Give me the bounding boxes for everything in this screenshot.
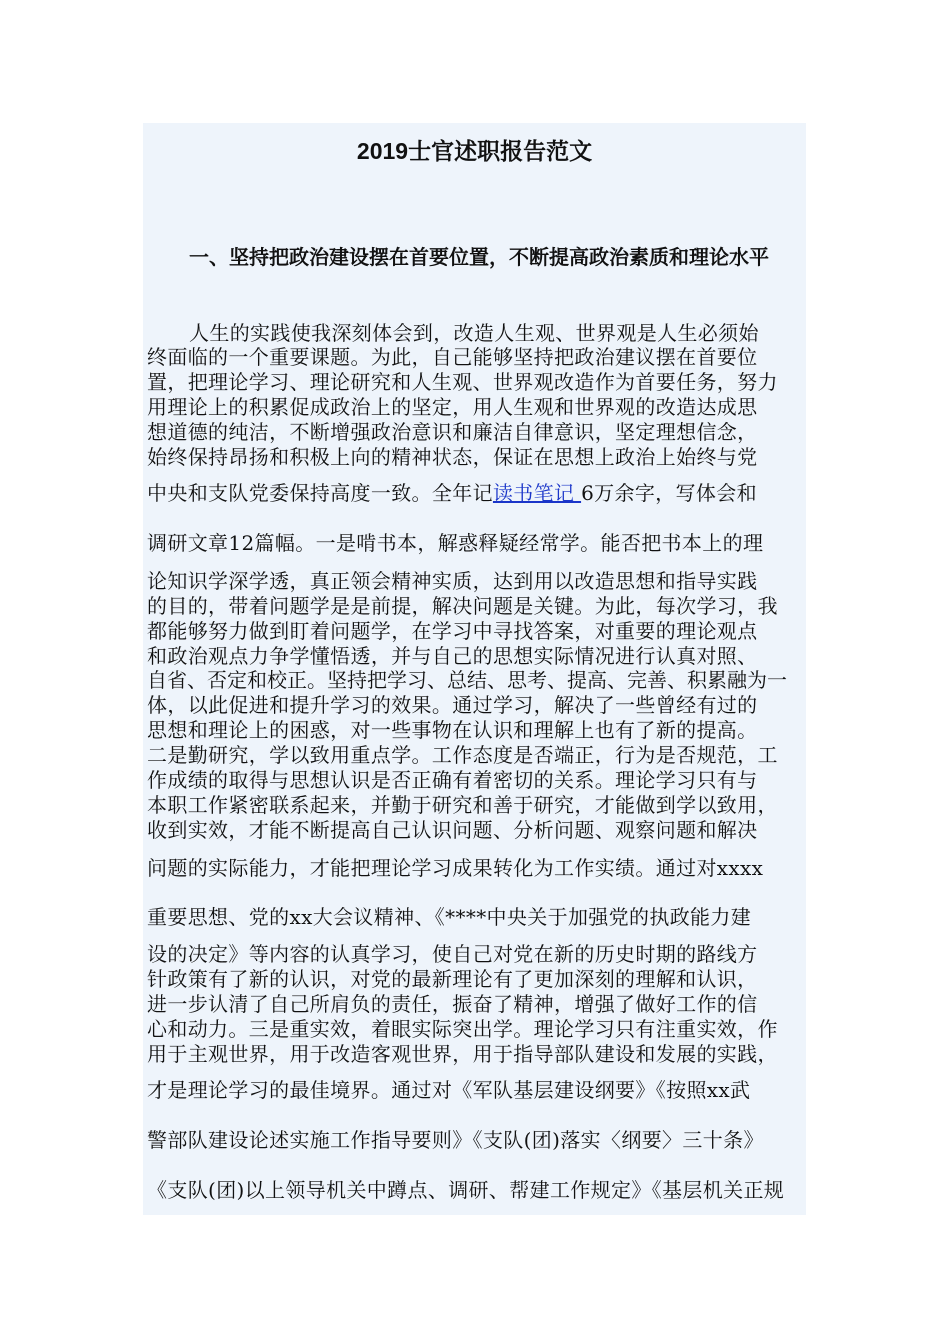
body-line: 体，以此促进和提升学习的效果。通过学习，解决了一些曾经有过的 bbox=[147, 693, 758, 717]
section-heading: 一、坚持把政治建设摆在首要位置，不断提高政治素质和理论水平 bbox=[189, 245, 769, 269]
body-text: 中央和支队党委保持高度一致。全年记 bbox=[147, 481, 493, 505]
body-line: 思想和理论上的困惑，对一些事物在认识和理解上也有了新的提高。 bbox=[147, 718, 758, 742]
body-line: 二是勤研究，学以致用重点学。工作态度是否端正，行为是否规范，工 bbox=[147, 743, 778, 767]
body-line: 问题的实际能力，才能把理论学习成果转化为工作实绩。通过对xxxx bbox=[147, 856, 764, 880]
body-line: 设的决定》等内容的认真学习，使自己对党在新的历史时期的路线方 bbox=[147, 942, 758, 966]
body-line: 才是理论学习的最佳境界。通过对《军队基层建设纲要》《按照xx武 bbox=[147, 1078, 751, 1102]
body-line: 针政策有了新的认识，对党的最新理论有了更加深刻的理解和认识， bbox=[147, 967, 758, 991]
body-line: 的目的，带着问题学是是前提，解决问题是关键。为此，每次学习，我 bbox=[147, 594, 778, 618]
reading-notes-link[interactable]: 读书笔记 bbox=[492, 481, 582, 505]
body-line: 人生的实践使我深刻体会到，改造人生观、世界观是人生必须始 bbox=[189, 321, 759, 345]
document-title: 2019士官述职报告范文 bbox=[356, 138, 593, 164]
body-line: 作成绩的取得与思想认识是否正确有着密切的关系。理论学习只有与 bbox=[147, 768, 758, 792]
body-line: 用理论上的积累促成政治上的坚定，用人生观和世界观的改造达成思 bbox=[147, 395, 758, 419]
body-line: 《支队(团)以上领导机关中蹲点、调研、帮建工作规定》《基层机关正规 bbox=[147, 1178, 785, 1202]
body-line: 置，把理论学习、理论研究和人生观、世界观改造作为首要任务，努力 bbox=[147, 370, 778, 394]
body-line: 想道德的纯洁，不断增强政治意识和廉洁自律意识，坚定理想信念， bbox=[147, 420, 758, 444]
body-line: 进一步认清了自己所肩负的责任，振奋了精神，增强了做好工作的信 bbox=[147, 992, 758, 1016]
body-line: 心和动力。三是重实效，着眼实际突出学。理论学习只有注重实效，作 bbox=[147, 1017, 778, 1041]
body-line: 论知识学深学透，真正领会精神实质，达到用以改造思想和指导实践 bbox=[147, 569, 758, 593]
body-line: 始终保持昂扬和积极上向的精神状态，保证在思想上政治上始终与党 bbox=[147, 445, 758, 469]
body-line: 重要思想、党的xx大会议精神、《****中央关于加强党的执政能力建 bbox=[147, 905, 752, 929]
body-line: 和政治观点力争学懂悟透，并与自己的思想实际情况进行认真对照、 bbox=[147, 644, 758, 668]
body-line: 警部队建设论述实施工作指导要则》《支队(团)落实〈纲要〉三十条》 bbox=[147, 1128, 764, 1152]
body-line: 终面临的一个重要课题。为此，自己能够坚持把政治建议摆在首要位 bbox=[147, 345, 758, 369]
body-text: 6万余字，写体会和 bbox=[581, 481, 757, 505]
body-line: 本职工作紧密联系起来，并勤于研究和善于研究，才能做到学以致用， bbox=[147, 793, 778, 817]
body-line: 用于主观世界，用于改造客观世界，用于指导部队建设和发展的实践， bbox=[147, 1042, 778, 1066]
body-line: 自省、否定和校正。坚持把学习、总结、思考、提高、完善、积累融为一 bbox=[147, 668, 787, 692]
body-line: 收到实效，才能不断提高自己认识问题、分析问题、观察问题和解决 bbox=[147, 818, 758, 842]
body-line: 都能够努力做到盯着问题学，在学习中寻找答案，对重要的理论观点 bbox=[147, 619, 758, 643]
body-line: 调研文章12篇幅。一是啃书本，解惑释疑经常学。能否把书本上的理 bbox=[147, 531, 764, 555]
body-line bbox=[147, 481, 817, 505]
